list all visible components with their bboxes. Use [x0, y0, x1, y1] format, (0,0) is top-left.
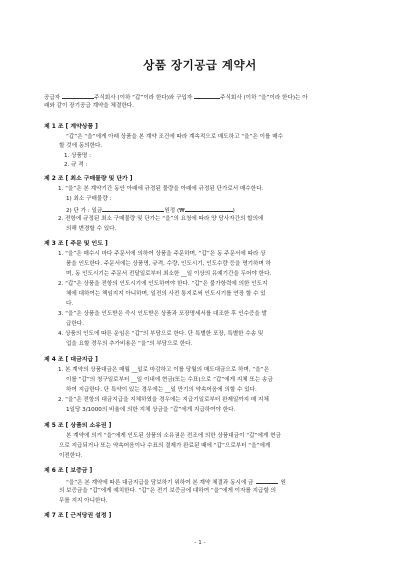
- price-number-blank: [185, 206, 233, 212]
- intro-line-2: 래와 같이 장기공급 계약을 체결한다.: [44, 103, 134, 109]
- article-4-heading: 제 4 조 [ 대금지급 ]: [44, 357, 98, 363]
- price-label: 원정 (₩: [164, 208, 185, 214]
- article-6-heading: 제 6 조 [ 보증금 ]: [44, 468, 93, 474]
- article-5-text: 으로 지급되거나 또는 약속어음이나 수표의 결제가 완료된 때에 “갑”으로부터 “을”에게: [59, 443, 271, 449]
- article-7-heading: 제 7 조 [ 근저당권 설정 ]: [44, 513, 112, 519]
- article-4-text: 2. “을”은 전항의 대금지급을 지체하였을 경우에는 지급기일로부터 완제일까지 매 지체: [58, 397, 269, 403]
- article-3-text: 2. “갑”은 상품을 전항의 인도시기에 인도하여야 한다. “갑”은 불가항력에 의한 인도지: [58, 281, 268, 287]
- article-3-text: 업을 요할 경우의 추가비용은 “을”의 부담으로 한다.: [66, 341, 193, 347]
- article-2-text: 2. 전항에 규정된 최소 구매물량 및 단가는 “을”의 요청에 따라 양 당사자간의 합의에: [58, 216, 264, 222]
- deposit-blank: [256, 478, 278, 484]
- article-1-text: 할 것에 동의한다.: [59, 143, 103, 149]
- article-3-heading: 제 3 조 [ 주문 및 인도 ]: [44, 241, 108, 247]
- intro-text: 공급자: [44, 95, 62, 101]
- article-3-text: 1. “을”은 매수시 마다 주문서에 의하여 상품을 주문하며, “갑”은 동 주문서에 따라 상: [58, 251, 266, 257]
- article-3-text: 4. 상품의 인도에 따른 운임은 “갑”의 부담으로 한다. 단 특별한 포장, 특별한 수송 및: [58, 331, 264, 337]
- intro-text: 주식회사 (이하 “을”이라 한다)는 아: [220, 95, 308, 101]
- article-2-subitem: 1) 최소 구매물량 :: [66, 196, 112, 202]
- article-2-subitem: [66, 206, 235, 215]
- article-5-text: 본 계약에 의거 “을”에게 인도된 상품의 소유권은 전조에 의한 상품대금이 “갑”에게 현금: [66, 433, 281, 439]
- article-2-heading: 제 2 조 [ 최소 구매물량 및 단가 ]: [44, 176, 133, 182]
- article-3-text: 며, 동 인도시기는 주문서 전달일로부터 최소한 __일 이상의 유예기간을 두어야 한다.: [66, 271, 272, 277]
- deposit-text: “을”은 본 계약에 따른 대금지급을 담보하기 위하여 본 계약 체결과 동시에 금: [66, 480, 254, 486]
- intro-line-1: [44, 93, 308, 102]
- article-4-text: 1. 본 계약의 상품대금은 매월 __일로 마감하고 이를 당월의 매도대금으로 하며, “을”은: [58, 367, 269, 373]
- buyer-blank: [194, 93, 220, 99]
- article-1-item: 2. 규 격 :: [64, 162, 88, 168]
- page-number: - 1 -: [194, 540, 206, 546]
- article-1-item: 1. 상품명 :: [64, 153, 91, 159]
- price-label: ): [232, 208, 235, 214]
- article-4-text: 이를 “갑”의 청구일로부터 __일 이내에 현금(또는 수표)으로 “갑”에게 지체 또는 송금: [66, 377, 273, 383]
- article-4-text: 하여 지급한다. 단 특약이 있는 경우에는 __일 만기의 약속어음에 의할 수 있다.: [66, 387, 257, 393]
- article-6-text: [66, 478, 286, 487]
- article-3-text: 급한다.: [66, 321, 84, 327]
- article-1-heading: 제 1 조 [ 계약상품 ]: [44, 124, 98, 130]
- article-3-text: 체에 대하여는 책임지지 아니하며, 일전의 사전 통지로써 인도시기를 연장 할 수 있: [66, 291, 266, 297]
- intro-text: 주식회사 (이하 “갑”이라 한다)와 구입자: [94, 95, 195, 101]
- article-5-text: 이전한다.: [59, 453, 83, 459]
- article-2-text: 의해 변경할 수 있다.: [66, 226, 117, 232]
- document-title: 상품 장기공급 계약서: [143, 58, 257, 72]
- article-6-text: 무를 지지 아니한다.: [59, 498, 108, 504]
- supplier-blank: [62, 93, 94, 99]
- price-words-blank: [102, 206, 164, 212]
- article-5-heading: 제 5 조 [ 상품의 소유권 ]: [44, 423, 112, 429]
- deposit-text: 원: [280, 480, 286, 486]
- price-label: 2) 단 가 : 일금: [66, 208, 103, 214]
- article-3-text: 품을 인도한다. 주문서에는 상품명, 규격, 수량, 인도시기, 인도수량 등을 명기하며 하: [66, 261, 271, 267]
- article-2-text: 1. “을”은 본 계약기간 동안 아래에 규정된 물량을 아래에 규정된 단가로서 매수한다.: [58, 186, 264, 192]
- article-1-text: “갑”은 “을”에게 아래 상품을 본 계약 조건에 따라 계속적으로 매도하고 “을”은 이를 매수: [66, 134, 284, 140]
- article-3-text: 3. “을”은 상품을 인도받은 즉시 인도받은 상품과 포장명세서를 대조한 후 인수증을 발: [58, 311, 268, 317]
- article-3-text: 다.: [66, 301, 74, 307]
- article-6-text: 의 보증금을 “갑”에게 예치한다. “갑”은 전기 보증금에 대하여 “을”에게 이자를 지급할 의: [59, 488, 277, 494]
- article-4-text: 1일당 3/1000의 비율에 의한 지체 상금을 “갑”에게 지급하여야 한다.: [66, 407, 236, 413]
